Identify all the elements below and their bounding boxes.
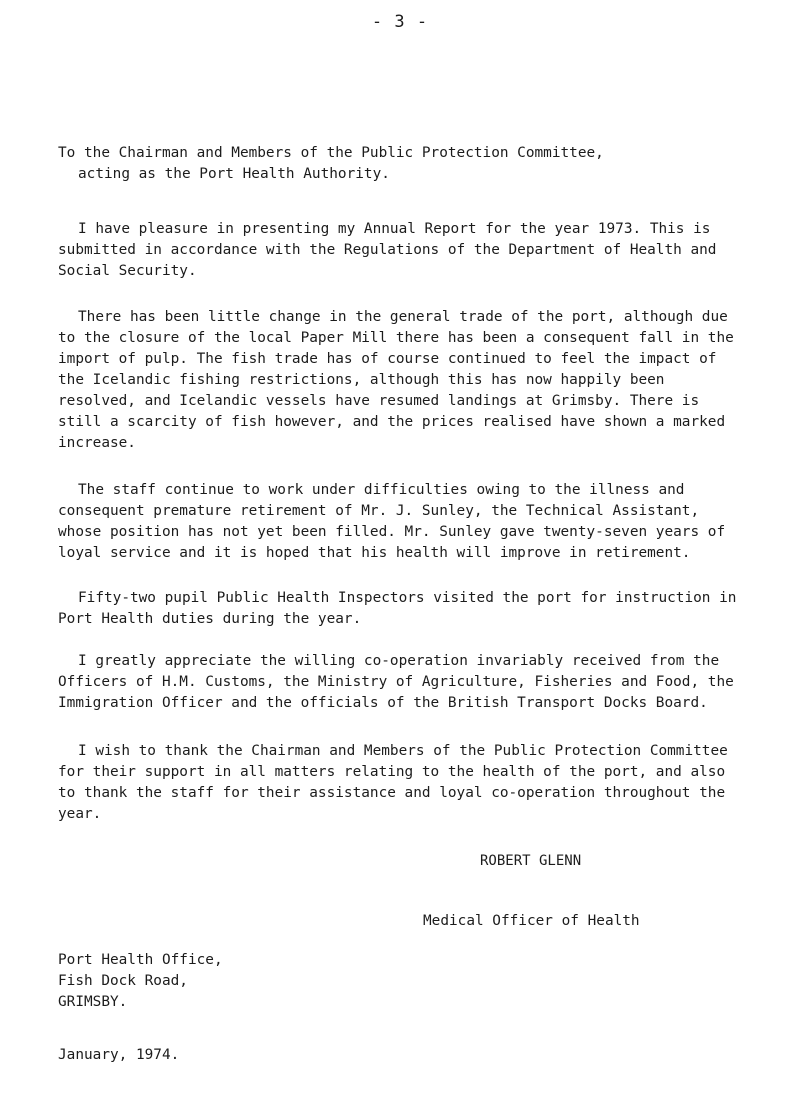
address-line-2: Fish Dock Road, — [58, 973, 188, 989]
salutation-line-2: acting as the Port Health Authority. — [78, 166, 390, 182]
signature-name: ROBERT GLENN — [480, 853, 582, 869]
office-address — [58, 950, 223, 1013]
signature-title: Medical Officer of Health — [423, 913, 640, 929]
address-line-3: GRIMSBY. — [58, 994, 128, 1010]
salutation — [58, 143, 748, 185]
paragraph-pupil-inspectors: Fifty-two pupil Public Health Inspectors visited the port for instruction in Port Health duties during the year. — [58, 590, 737, 627]
page-number: - 3 - — [371, 12, 429, 32]
paragraph-staff: The staff continue to work under difficulties owing to the illness and consequent premature retirement of Mr. J. Sunley, the Technical Assistant, whose position has not yet been filled. Mr. Sunley gave twenty-seven years of loyal service and it is hoped that his health will improve in retirement. — [58, 482, 726, 561]
salutation-line-1: To the Chairman and Members of the Public Protection Committee, — [58, 145, 604, 161]
paragraph-trade-of-port: There has been little change in the general trade of the port, although due to the closure of the local Paper Mill there has been a consequent fall in the import of pulp. The fish trade has of course continued to feel the impact of the Icelandic fishing restrictions, although this has now happily been resolved, and Icelandic vessels have resumed landings at Grimsby. There is still a scarcity of fish however, and the prices realised have shown a marked increase. — [58, 309, 734, 451]
address-line-1: Port Health Office, — [58, 952, 223, 968]
paragraph-thanks: I wish to thank the Chairman and Members of the Public Protection Committee for their support in all matters relating to the health of the port, and also to thank the staff for their assistance and loyal co-operation throughout the year. — [58, 743, 728, 822]
paragraph-annual-report: I have pleasure in presenting my Annual Report for the year 1973. This is submitted in accordance with the Regulations of the Department of Health and Social Security. — [58, 221, 717, 279]
report-date: January, 1974. — [58, 1047, 180, 1063]
paragraph-co-operation: I greatly appreciate the willing co-operation invariably received from the Officers of H.M. Customs, the Ministry of Agriculture, Fisheries and Food, the Immigration Officer and the officials of the British Transport Docks Board. — [58, 653, 734, 711]
